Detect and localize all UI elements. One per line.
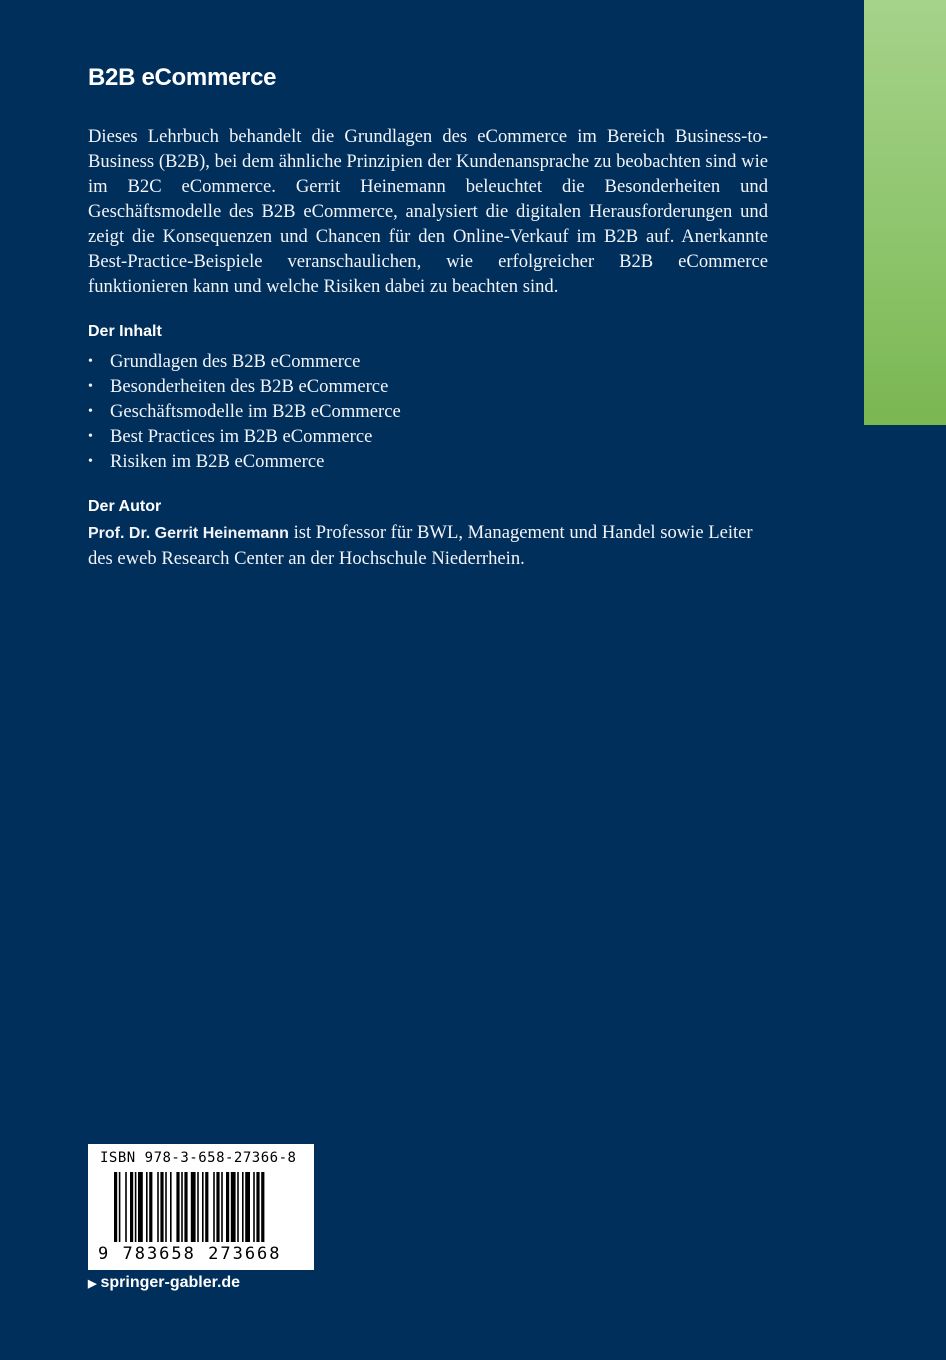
barcode-bar: [149, 1172, 152, 1242]
isbn-label: ISBN 978-3-658-27366-8: [100, 1150, 297, 1166]
barcode-bar: [114, 1172, 117, 1242]
website-link[interactable]: [88, 1274, 240, 1292]
barcode-bar: [170, 1172, 172, 1242]
author-heading: Der Autor: [88, 498, 162, 515]
list-item: • Geschäftsmodelle im B2B eCommerce: [88, 399, 768, 424]
contents-heading: Der Inhalt: [88, 323, 162, 340]
book-description: Dieses Lehrbuch behandelt die Grundlagen des eCommerce im Bereich Business-to-Business (B2B), bei dem ähnliche Prinzipien der Kundenansprache zu beobachten sind wie im B2C eCommerce. Gerrit Heinemann beleuchtet die Besonderheiten und Geschäftsmodelle des B2B eCommerce, analysiert die digitalen Herausforderungen und zeigt die Konsequenzen und Chancen für den Online-Verkauf im B2B auf. Anerkannte Best-Practice-Beispiele veranschaulichen, wie erfolgreicher B2B eCommerce funktionieren kann und welche Risiken dabei zu beachten sind.: [88, 126, 768, 297]
list-item: • Besonderheiten des B2B eCommerce: [88, 374, 768, 399]
barcode-bar: [119, 1172, 121, 1242]
barcode-bar: [226, 1172, 229, 1242]
barcode-bar: [160, 1172, 163, 1242]
green-accent-bar: [864, 0, 946, 425]
barcode-bar: [261, 1172, 264, 1242]
barcode-bar: [165, 1172, 167, 1242]
barcode-bar: [237, 1172, 239, 1242]
barcode-bar: [125, 1172, 127, 1242]
barcode-bar: [205, 1172, 208, 1242]
barcode-bar: [197, 1172, 199, 1242]
barcode-bar: [256, 1172, 259, 1242]
barcode-bar: [181, 1172, 183, 1242]
barcode-bar: [184, 1172, 187, 1242]
barcode-bar: [191, 1172, 196, 1242]
list-item: • Best Practices im B2B eCommerce: [88, 424, 768, 449]
barcode-digits: 9 783658 273668: [98, 1244, 282, 1264]
barcode-bar: [157, 1172, 159, 1242]
barcode-bar: [253, 1172, 255, 1242]
isbn-barcode: [88, 1144, 314, 1270]
website-url: springer-gabler.de: [100, 1274, 241, 1291]
author-bio: [88, 520, 768, 571]
barcode-bar: [242, 1172, 244, 1242]
book-title: B2B eCommerce: [88, 64, 277, 91]
barcode-bar: [216, 1172, 219, 1242]
list-item: • Grundlagen des B2B eCommerce: [88, 349, 768, 374]
barcode-bar: [138, 1172, 143, 1242]
barcode-bar: [213, 1172, 215, 1242]
barcode-bar: [202, 1172, 204, 1242]
barcode-bar: [245, 1172, 250, 1242]
author-bio-text: ist Professor für BWL, Management und Handel sowie Leiter des eweb Research Center an der Hochschule Niederrhein.: [88, 522, 753, 569]
barcode-bar: [176, 1172, 179, 1242]
barcode-bar: [221, 1172, 223, 1242]
barcode-bar: [135, 1172, 137, 1242]
back-cover-content: [88, 62, 768, 571]
list-item: • Risiken im B2B eCommerce: [88, 449, 768, 474]
author-name: Prof. Dr. Gerrit Heinemann: [88, 525, 289, 542]
barcode-bar: [231, 1172, 236, 1242]
contents-list: [88, 349, 768, 474]
arrow-right-icon: ▶: [88, 1277, 97, 1290]
barcode-bar: [146, 1172, 148, 1242]
barcode-bar: [130, 1172, 133, 1242]
